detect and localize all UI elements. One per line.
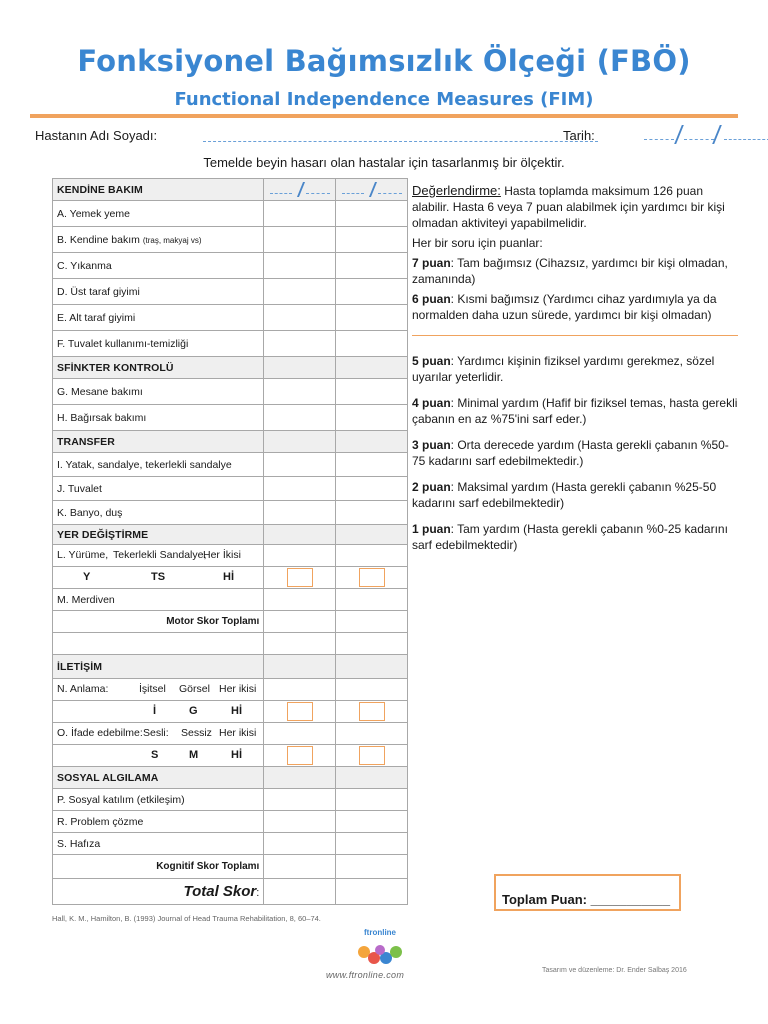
- option-code: Hİ: [223, 570, 234, 583]
- option-label: Tekerlekli Sandalye,: [113, 548, 207, 561]
- option-code: S: [151, 748, 159, 761]
- option-label: Her İkisi: [203, 548, 241, 561]
- table-row: [53, 679, 408, 701]
- table-spacer-row: [53, 633, 408, 655]
- score-level-text: : Orta derecede yardım (Hasta gerekli çabanın %50-75 kadarını sarf edebilmektedir.): [412, 438, 729, 468]
- mode-checkbox[interactable]: [359, 568, 385, 587]
- score-level-3: [412, 437, 738, 469]
- item-label: H. Bağırsak bakımı: [53, 405, 264, 431]
- score-cell[interactable]: [264, 305, 336, 331]
- item-label: S. Hafıza: [53, 833, 264, 855]
- total-score-colon: :: [256, 887, 260, 899]
- option-label: İşitsel: [139, 682, 166, 695]
- score-cell[interactable]: [336, 811, 408, 833]
- item-label: D. Üst taraf giyimi: [53, 279, 264, 305]
- score-cell[interactable]: [264, 279, 336, 305]
- option-code: İ: [153, 704, 157, 717]
- assessment-date-2[interactable]: [336, 179, 408, 201]
- section-title: SOSYAL ALGILAMA: [53, 767, 264, 789]
- mode-checkbox[interactable]: [359, 746, 385, 765]
- score-cell[interactable]: [336, 833, 408, 855]
- scoring-guide: [412, 183, 738, 557]
- score-level-5: [412, 353, 738, 385]
- score-cell[interactable]: [264, 811, 336, 833]
- score-cell[interactable]: [336, 679, 408, 701]
- score-level-text: : Minimal yardım (Hafif bir fiziksel temas, hasta gerekli çabanın en az %75'ini sarf eder.): [412, 396, 738, 426]
- score-cell[interactable]: [336, 379, 408, 405]
- section-title: TRANSFER: [53, 431, 264, 453]
- option-label: Her ikisi: [219, 726, 257, 739]
- score-level-label: 7 puan: [412, 256, 451, 270]
- score-cell[interactable]: [264, 789, 336, 811]
- item-label: J. Tuvalet: [53, 477, 264, 501]
- motor-total-row: [53, 611, 408, 633]
- expression-codes-row: [53, 745, 264, 767]
- score-cell[interactable]: [264, 331, 336, 357]
- score-level-label: 2 puan: [412, 480, 451, 494]
- score-cell[interactable]: [264, 453, 336, 477]
- score-cell[interactable]: [264, 501, 336, 525]
- option-code: TS: [151, 570, 166, 583]
- score-level-text: : Yardımcı kişinin fiziksel yardımı gerekmez, sözel uyarılar yeterlidir.: [412, 354, 715, 384]
- score-cell[interactable]: [336, 501, 408, 525]
- total-points-label: Toplam Puan:: [502, 892, 587, 907]
- score-cell[interactable]: [336, 611, 408, 633]
- table-row: [53, 545, 408, 567]
- mode-checkbox[interactable]: [287, 568, 313, 587]
- score-level-2: [412, 479, 738, 511]
- score-level-label: 1 puan: [412, 522, 451, 536]
- locomotion-codes-row: [53, 567, 264, 589]
- option-code: Hİ: [231, 748, 242, 761]
- logo-text: ftronline: [364, 928, 396, 937]
- score-level-label: 4 puan: [412, 396, 451, 410]
- table-row: [53, 701, 408, 723]
- scale-description: Temelde beyin hasarı olan hastalar için tasarlanmış bir ölçektir.: [203, 155, 565, 170]
- scoring-heading: Değerlendirme:: [412, 183, 501, 198]
- cognitive-total-row: [53, 855, 408, 879]
- item-label: O. İfade edebilme:: [57, 726, 143, 739]
- comprehension-codes-row: [53, 701, 264, 723]
- page-subtitle: Functional Independence Measures (FIM): [174, 89, 594, 110]
- total-score-row: [53, 879, 408, 905]
- score-cell[interactable]: [336, 855, 408, 879]
- table-row: [53, 453, 408, 477]
- item-label: N. Anlama:: [57, 682, 109, 695]
- website-link[interactable]: www.ftronline.com: [326, 970, 405, 980]
- date-day-field[interactable]: [644, 139, 674, 140]
- section-header-social: [53, 767, 408, 789]
- scoring-intro: [412, 183, 738, 231]
- mode-checkbox[interactable]: [287, 746, 313, 765]
- option-code: G: [189, 704, 198, 717]
- date-separator: [674, 125, 684, 144]
- scoring-per-item: Her bir soru için puanlar:: [412, 236, 543, 250]
- section-header-sphincter: [53, 357, 408, 379]
- score-level-text: : Tam yardım (Hasta gerekli çabanın %0-25 kadarını sarf edebilmektedir): [412, 522, 728, 552]
- option-code: M: [189, 748, 199, 761]
- section-title: YER DEĞİŞTİRME: [53, 525, 264, 545]
- score-cell[interactable]: [336, 589, 408, 611]
- score-cell[interactable]: [336, 331, 408, 357]
- score-level-text: : Maksimal yardım (Hasta gerekli çabanın %25-50 kadarını sarf edebilmektedir): [412, 480, 717, 510]
- score-cell[interactable]: [336, 227, 408, 253]
- scoring-intro-text: Hasta toplamda maksimum 126 puan alabilir. Hasta 6 veya 7 puan alabilmek için yardımcı bir kişi olmadan aktiviteyi yapabilmelidir.: [412, 184, 725, 230]
- reference-citation: Hall, K. M., Hamilton, B. (1993) Journal of Head Trauma Rehabilitation, 8, 60–74.: [52, 914, 321, 923]
- score-level-7: [412, 255, 738, 287]
- date-field[interactable]: [606, 122, 738, 146]
- table-row: [53, 811, 408, 833]
- date-year-field[interactable]: [724, 139, 768, 140]
- item-label-text: B. Kendine bakım: [57, 233, 140, 246]
- score-cell[interactable]: [336, 405, 408, 431]
- score-cell[interactable]: [264, 379, 336, 405]
- item-label: R. Problem çözme: [53, 811, 264, 833]
- score-cell[interactable]: [264, 545, 336, 567]
- table-row: [53, 789, 408, 811]
- item-label: P. Sosyal katılım (etkileşim): [53, 789, 264, 811]
- item-label: G. Mesane bakımı: [53, 379, 264, 405]
- date-separator: [712, 125, 722, 144]
- header-divider: [30, 114, 738, 118]
- comprehension-label-row: [53, 679, 264, 701]
- table-row: [53, 227, 408, 253]
- expression-label-row: [53, 723, 264, 745]
- date-month-field[interactable]: [684, 139, 714, 140]
- score-cell[interactable]: [264, 879, 336, 905]
- section-header-communication: [53, 655, 408, 679]
- item-label: C. Yıkanma: [53, 253, 264, 279]
- item-label: K. Banyo, duş: [53, 501, 264, 525]
- score-level-label: 3 puan: [412, 438, 451, 452]
- locomotion-label-row: [53, 545, 264, 567]
- score-cell[interactable]: [264, 477, 336, 501]
- assessment-date-1[interactable]: [264, 179, 336, 201]
- fim-score-table: [52, 178, 408, 905]
- table-row: [53, 833, 408, 855]
- score-cell[interactable]: [264, 833, 336, 855]
- table-row: [53, 745, 408, 767]
- score-cell[interactable]: [264, 679, 336, 701]
- mode-checkbox[interactable]: [287, 702, 313, 721]
- section-header-locomotion: [53, 525, 408, 545]
- option-label: Görsel: [179, 682, 210, 695]
- section-title: KENDİNE BAKIM: [53, 179, 264, 201]
- table-row: [53, 405, 408, 431]
- item-label: I. Yatak, sandalye, tekerlekli sandalye: [53, 453, 264, 477]
- table-row: [53, 477, 408, 501]
- total-score-text: Total Skor: [183, 883, 257, 900]
- table-row: [53, 331, 408, 357]
- motor-total-label: Motor Skor Toplamı: [53, 611, 264, 633]
- option-label: Her ikisi: [219, 682, 257, 695]
- table-row: [53, 501, 408, 525]
- section-title: İLETİŞİM: [53, 655, 264, 679]
- patient-name-label: Hastanın Adı Soyadı:: [35, 128, 158, 143]
- option-label: Sessiz: [181, 726, 212, 739]
- cognitive-total-label: Kognitif Skor Toplamı: [53, 855, 264, 879]
- score-cell[interactable]: [264, 589, 336, 611]
- section-header-self-care: [53, 179, 408, 201]
- scoring-divider: [412, 335, 738, 336]
- table-row: [53, 201, 408, 227]
- score-level-text: : Kısmi bağımsız (Yardımcı cihaz yardımıyla ya da normalden daha uzun sürede, yardımcı bir kişi olmadan): [412, 292, 717, 322]
- total-score-label: [53, 879, 264, 905]
- score-cell[interactable]: [336, 723, 408, 745]
- score-cell[interactable]: [336, 477, 408, 501]
- score-cell[interactable]: [336, 201, 408, 227]
- table-row: [53, 723, 408, 745]
- option-code: Hİ: [231, 704, 242, 717]
- score-cell[interactable]: [336, 453, 408, 477]
- table-row: [53, 379, 408, 405]
- score-cell[interactable]: [264, 253, 336, 279]
- item-label: [53, 227, 264, 253]
- score-cell[interactable]: [336, 279, 408, 305]
- total-points-box[interactable]: [494, 874, 681, 911]
- score-cell[interactable]: [264, 723, 336, 745]
- score-level-6: [412, 291, 738, 323]
- score-cell[interactable]: [336, 879, 408, 905]
- item-label: M. Merdiven: [53, 589, 264, 611]
- item-label: F. Tuvalet kullanımı-temizliği: [53, 331, 264, 357]
- score-level-4: [412, 395, 738, 427]
- score-cell[interactable]: [336, 253, 408, 279]
- page-title: Fonksiyonel Bağımsızlık Ölçeği (FBÖ): [77, 44, 691, 78]
- item-label: A. Yemek yeme: [53, 201, 264, 227]
- item-label: E. Alt taraf giyimi: [53, 305, 264, 331]
- score-cell[interactable]: [264, 405, 336, 431]
- design-credit: Tasarım ve düzenleme: Dr. Ender Salbaş 2016: [542, 967, 687, 974]
- table-row: [53, 305, 408, 331]
- section-title: SFİNKTER KONTROLÜ: [53, 357, 264, 379]
- table-row: [53, 589, 408, 611]
- item-note: (traş, makyaj vs): [142, 235, 202, 245]
- score-level-label: 6 puan: [412, 292, 451, 306]
- patient-name-field[interactable]: [203, 141, 598, 142]
- option-code: Y: [83, 570, 91, 583]
- date-label: Tarih:: [563, 128, 595, 143]
- total-points-blank[interactable]: ___________: [590, 892, 671, 907]
- patient-info-row: [35, 128, 740, 148]
- mode-checkbox[interactable]: [359, 702, 385, 721]
- score-level-label: 5 puan: [412, 354, 451, 368]
- score-cell[interactable]: [264, 855, 336, 879]
- score-cell[interactable]: [264, 201, 336, 227]
- score-cell[interactable]: [264, 227, 336, 253]
- score-cell[interactable]: [336, 305, 408, 331]
- table-row: [53, 279, 408, 305]
- score-cell[interactable]: [336, 545, 408, 567]
- item-label: L. Yürüme,: [57, 548, 109, 561]
- table-row: [53, 567, 408, 589]
- score-cell[interactable]: [264, 611, 336, 633]
- table-row: [53, 253, 408, 279]
- score-cell[interactable]: [336, 789, 408, 811]
- score-level-text: : Tam bağımsız (Cihazsız, yardımcı bir kişi olmadan, zamanında): [412, 256, 728, 286]
- option-label: Sesli:: [143, 726, 169, 739]
- score-level-1: [412, 521, 738, 553]
- section-header-transfer: [53, 431, 408, 453]
